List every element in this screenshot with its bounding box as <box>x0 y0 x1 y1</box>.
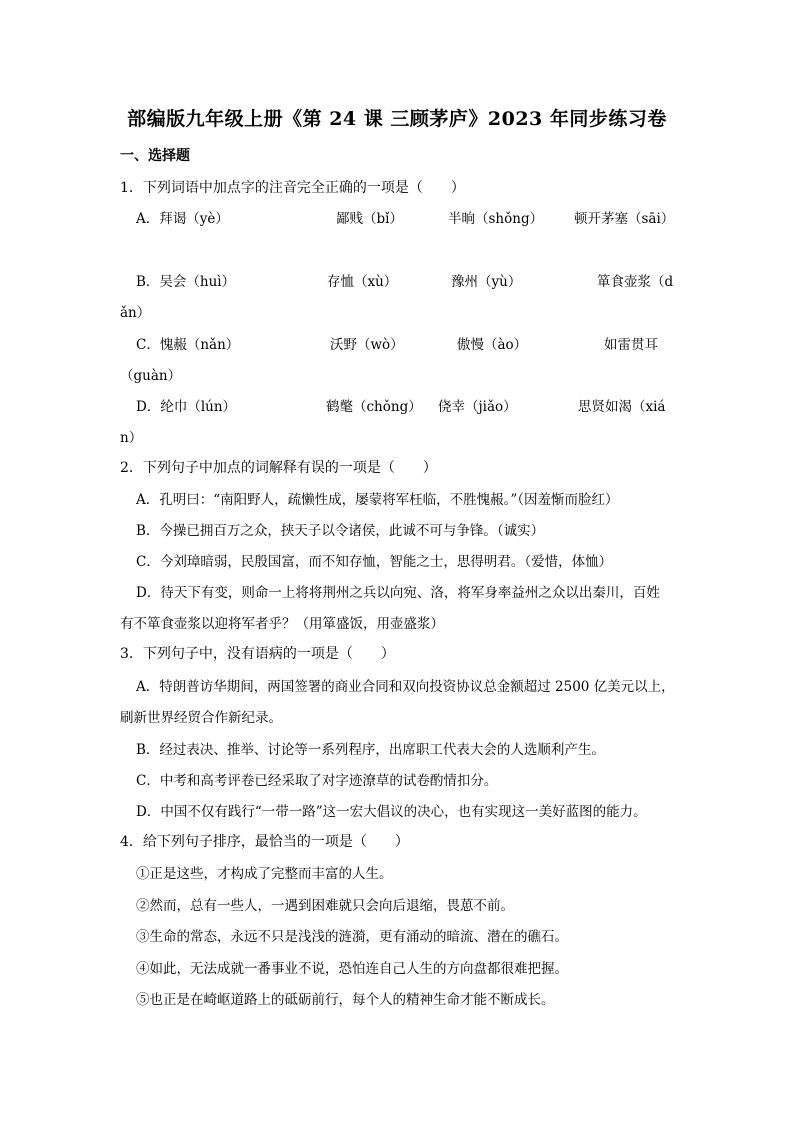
q2-option-a: A．孔明曰：“南阳野人，疏懒性成，屡蒙将军枉临，不胜愧赧。”（因羞惭而脸红） <box>136 492 619 508</box>
q1-option-b-1: B．吴会（huì） <box>136 274 236 290</box>
q4-sentence-4: ④如此，无法成就一番事业不说，恐怕连自己人生的方向盘都很难把握。 <box>136 961 568 977</box>
question-1-stem: 1．下列词语中加点字的注音完全正确的一项是（ ） <box>120 180 465 196</box>
q4-sentence-5: ⑤也正是在崎岖道路上的砥砺前行，每个人的精神生命才能不断成长。 <box>136 992 555 1008</box>
q2-option-d-line2: 有不箪食壶浆以迎将军者乎？（用箪盛饭，用壶盛浆） <box>120 616 444 632</box>
q1-option-b-2: 存恤（xù） <box>327 274 398 290</box>
q1-option-c-4: 如雷贯耳 <box>604 337 658 353</box>
q1-option-b-4-wrap: ǎn） <box>120 305 151 321</box>
q4-sentence-3: ③生命的常态，永远不只是浅浅的涟漪，更有涌动的暗流、潜在的礁石。 <box>136 929 568 945</box>
q1-option-d-1: D．纶巾（lún） <box>136 399 237 415</box>
q3-option-a-line2: 刷新世界经贸合作新纪录。 <box>120 710 282 726</box>
q1-option-d-2: 鹤氅（chǒng） <box>326 399 422 415</box>
q1-option-c-4-wrap: （guàn） <box>120 368 182 384</box>
question-3-stem: 3．下列句子中，没有语病的一项是（ ） <box>120 646 395 662</box>
q3-option-d: D．中国不仅有践行“一带一路”这一宏大倡议的决心，也有实现这一美好蓝图的能力。 <box>136 804 647 820</box>
q1-option-c-3: 傲慢（ào） <box>457 337 528 353</box>
q4-sentence-1: ①正是这些，才构成了完整而丰富的人生。 <box>136 866 393 882</box>
q2-option-b: B．今操已拥百万之众，挟天子以令诸侯，此诚不可与争锋。（诚实） <box>136 523 545 539</box>
q1-option-a-1: A．拜谒（yè） <box>136 211 229 227</box>
q1-option-a-4: 顿开茅塞（sāi） <box>574 211 675 227</box>
q1-option-b-3: 豫州（yù） <box>451 274 522 290</box>
q1-option-d-4: 思贤如渴（xiá <box>578 399 666 415</box>
q3-option-b: B．经过表决、推举、讨论等一系列程序，出席职工代表大会的人选顺利产生。 <box>136 742 605 758</box>
section-heading: 一、选择题 <box>120 148 190 164</box>
q1-option-a-2: 鄙贱（bǐ） <box>336 211 403 227</box>
q3-option-c: C．中考和高考评卷已经采取了对字迹潦草的试卷酌情扣分。 <box>136 773 498 789</box>
q1-option-b-4: 箪食壶浆（d <box>597 274 674 290</box>
q3-option-a-line1: A．特朗普访华期间，两国签署的商业合同和双向投资协议总金额超过 2500 亿美元以上， <box>136 679 675 695</box>
question-4-stem: 4．给下列句子排序，最恰当的一项是（ ） <box>120 834 409 850</box>
q1-option-c-1: C．愧赧（nǎn） <box>136 337 240 353</box>
q1-option-d-4-wrap: n） <box>120 430 143 446</box>
question-2-stem: 2．下列句子中加点的词解释有误的一项是（ ） <box>120 460 437 476</box>
q2-option-c: C．今刘璋暗弱，民殷国富，而不知存恤，智能之士，思得明君。（爱惜，体恤） <box>136 554 613 570</box>
q1-option-a-3: 半晌（shǒng） <box>448 211 544 227</box>
q4-sentence-2: ②然而，总有一些人，一遇到困难就只会向后退缩，畏葸不前。 <box>136 898 514 914</box>
q1-option-c-2: 沃野（wò） <box>330 337 404 353</box>
page-title: 部编版九年级上册《第 24 课 三顾茅庐》2023 年同步练习卷 <box>127 108 667 130</box>
q2-option-d-line1: D．待天下有变，则命一上将将荆州之兵以向宛、洛，将军身率益州之众以出秦川，百姓 <box>136 585 660 601</box>
q1-option-d-3: 侥幸（jiǎo） <box>438 399 517 415</box>
